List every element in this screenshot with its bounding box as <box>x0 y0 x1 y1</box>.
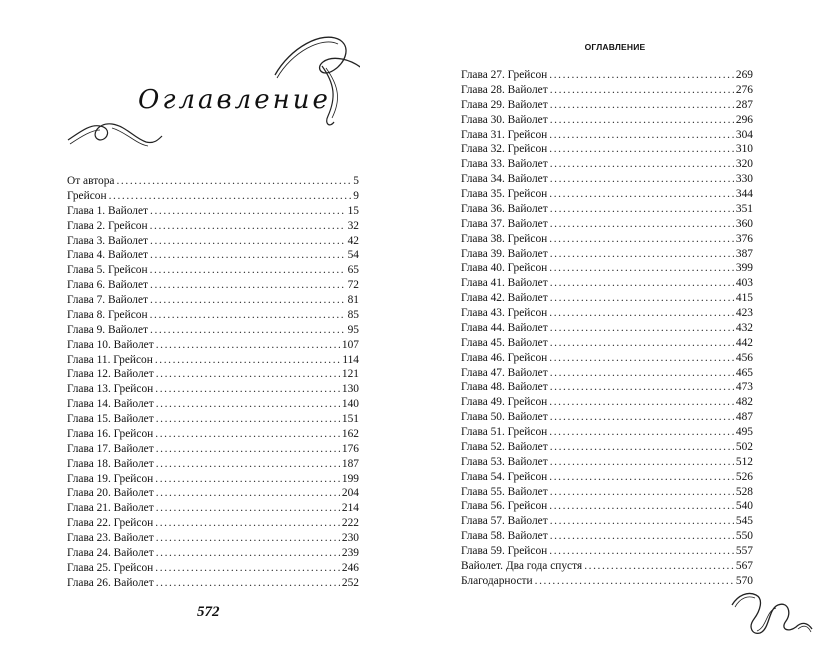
toc-entry-title: Глава 8. Грейсон <box>67 308 148 321</box>
toc-entry-title: Глава 43. Грейсон <box>461 307 548 319</box>
dot-leader <box>155 516 340 531</box>
toc-entry-title: Благодарности <box>461 574 533 587</box>
toc-entry-title: Глава 33. Вайолет <box>461 158 548 171</box>
dot-leader <box>550 321 734 336</box>
page-number: 572 <box>197 604 220 620</box>
toc-entry-page: 222 <box>341 517 359 530</box>
toc-entry-title: Глава 16. Грейсон <box>67 427 154 440</box>
toc-entry-page: 276 <box>735 83 753 96</box>
toc-entry-title: Глава 41. Вайолет <box>461 277 548 290</box>
toc-entry <box>67 397 359 412</box>
toc-list-left <box>67 174 359 591</box>
dot-leader <box>156 338 340 353</box>
toc-entry-page: 54 <box>347 249 359 262</box>
toc-entry-page: 526 <box>735 470 753 483</box>
dot-leader <box>550 410 734 425</box>
dot-leader <box>550 98 734 113</box>
toc-entry-page: 230 <box>341 532 359 544</box>
toc-entry-page: 85 <box>347 308 359 321</box>
dot-leader <box>549 395 734 410</box>
toc-entry-title: Глава 55. Вайолет <box>461 485 548 498</box>
dot-leader <box>549 68 734 83</box>
dot-leader <box>550 202 734 217</box>
toc-entry-title: Глава 45. Вайолет <box>461 336 548 349</box>
toc-entry-title: Глава 29. Вайолет <box>461 98 548 111</box>
dot-leader <box>150 263 346 278</box>
dot-leader <box>549 306 734 321</box>
toc-entry-title: Глава 11. Грейсон <box>67 353 153 366</box>
toc-entry-page: 107 <box>341 338 359 351</box>
dot-leader <box>549 142 734 157</box>
toc-entry <box>461 291 753 306</box>
ribbon-flourish-icon <box>730 583 816 648</box>
toc-entry-page: 376 <box>735 232 753 245</box>
toc-entry-title: Глава 58. Вайолет <box>461 530 548 543</box>
toc-entry <box>461 276 753 291</box>
toc-entry-title: Глава 50. Вайолет <box>461 411 548 424</box>
dot-leader <box>535 574 734 589</box>
toc-entry-title: Глава 54. Грейсон <box>461 470 548 483</box>
toc-entry-page: 423 <box>735 307 753 319</box>
toc-entry-page: 214 <box>341 502 359 515</box>
toc-entry-page: 114 <box>342 353 359 366</box>
toc-entry-title: Глава 32. Грейсон <box>461 143 548 156</box>
toc-entry-page: 304 <box>735 128 753 141</box>
toc-entry-title: Глава 22. Грейсон <box>67 517 154 530</box>
dot-leader <box>150 234 346 249</box>
dot-leader <box>550 291 734 306</box>
toc-entry <box>67 263 359 278</box>
toc-entry-page: 121 <box>341 368 359 381</box>
toc-entry-title: Глава 3. Вайолет <box>67 234 149 247</box>
toc-entry <box>67 457 359 472</box>
toc-entry-page: 399 <box>735 262 753 275</box>
toc-entry-title: Глава 12. Вайолет <box>67 368 154 381</box>
toc-entry-page: 239 <box>341 546 359 559</box>
toc-entry <box>461 247 753 262</box>
toc-entry-page: 95 <box>347 323 359 336</box>
toc-entry <box>67 234 359 249</box>
toc-entry <box>67 427 359 442</box>
toc-entry-title: Глава 35. Грейсон <box>461 188 548 200</box>
toc-entry-page: 252 <box>341 576 359 589</box>
toc-list-right <box>461 68 753 589</box>
toc-entry <box>461 574 753 589</box>
toc-entry <box>67 353 359 368</box>
toc-entry-page: 473 <box>735 381 753 394</box>
toc-entry-page: 176 <box>341 442 359 455</box>
dot-leader <box>150 293 346 308</box>
toc-entry <box>461 559 753 574</box>
toc-entry-title: Глава 59. Грейсон <box>461 545 548 557</box>
toc-entry-page: 296 <box>735 113 753 126</box>
toc-entry-page: 140 <box>341 398 359 411</box>
toc-entry <box>67 174 359 189</box>
dot-leader <box>549 351 734 366</box>
dot-leader <box>156 442 340 457</box>
toc-entry-title: Глава 49. Грейсон <box>461 396 548 409</box>
dot-leader <box>150 323 346 338</box>
ribbon-flourish-icon <box>60 28 360 168</box>
toc-entry-page: 545 <box>735 515 753 528</box>
toc-entry <box>461 455 753 470</box>
toc-entry <box>67 204 359 219</box>
toc-entry-title: Грейсон <box>67 189 107 202</box>
toc-entry <box>461 514 753 529</box>
toc-entry <box>67 486 359 501</box>
toc-entry-title: Глава 5. Грейсон <box>67 264 148 277</box>
toc-entry <box>461 351 753 366</box>
toc-entry <box>461 544 753 559</box>
toc-entry <box>67 293 359 308</box>
toc-heading <box>60 28 360 173</box>
toc-entry <box>461 68 753 83</box>
dot-leader <box>150 248 346 263</box>
toc-entry-title: Глава 56. Грейсон <box>461 500 548 513</box>
toc-entry-title: Глава 27. Грейсон <box>461 69 548 81</box>
toc-entry-title: Глава 25. Грейсон <box>67 561 154 574</box>
dot-leader <box>550 529 734 544</box>
toc-entry-title: Глава 13. Грейсон <box>67 383 154 396</box>
toc-entry-title: Глава 10. Вайолет <box>67 338 154 351</box>
toc-entry-page: 151 <box>341 413 359 425</box>
toc-entry-title: Глава 24. Вайолет <box>67 546 154 559</box>
toc-entry <box>461 529 753 544</box>
dot-leader <box>550 366 734 381</box>
toc-entry-page: 387 <box>735 247 753 260</box>
toc-entry <box>461 83 753 98</box>
toc-entry <box>67 308 359 323</box>
toc-entry <box>67 278 359 293</box>
dot-leader <box>155 353 341 368</box>
toc-entry-page: 495 <box>735 426 753 438</box>
toc-entry <box>461 499 753 514</box>
toc-entry-page: 15 <box>347 204 359 217</box>
toc-entry <box>461 336 753 351</box>
toc-entry-page: 42 <box>347 234 359 247</box>
toc-entry <box>461 425 753 440</box>
dot-leader <box>150 219 346 234</box>
dot-leader <box>109 189 352 204</box>
toc-entry-page: 403 <box>735 277 753 290</box>
toc-entry-title: Глава 52. Вайолет <box>461 440 548 453</box>
dot-leader <box>549 425 734 440</box>
dot-leader <box>550 157 734 172</box>
toc-entry-page: 528 <box>735 485 753 498</box>
toc-entry-title: Глава 20. Вайолет <box>67 487 154 500</box>
toc-entry <box>461 217 753 232</box>
dot-leader <box>550 172 734 187</box>
dot-leader <box>156 367 340 382</box>
toc-entry-title: Глава 40. Грейсон <box>461 262 548 275</box>
toc-entry-title: От автора <box>67 175 115 187</box>
toc-entry-title: Глава 1. Вайолет <box>67 204 149 217</box>
toc-entry-page: 310 <box>735 143 753 156</box>
toc-entry-page: 482 <box>735 396 753 409</box>
toc-entry <box>67 338 359 353</box>
toc-entry <box>67 501 359 516</box>
toc-entry-title: Глава 57. Вайолет <box>461 515 548 528</box>
toc-entry-title: Глава 26. Вайолет <box>67 576 154 589</box>
toc-entry-page: 570 <box>735 574 753 587</box>
dot-leader <box>156 501 340 516</box>
toc-entry <box>461 187 753 202</box>
toc-entry-title: Глава 21. Вайолет <box>67 502 154 515</box>
toc-entry <box>67 576 359 591</box>
dot-leader <box>549 232 734 247</box>
dot-leader <box>150 204 346 219</box>
dot-leader <box>549 499 734 514</box>
toc-entry-page: 550 <box>735 530 753 543</box>
dot-leader <box>550 276 734 291</box>
running-head: ОГЛАВЛЕНИЕ <box>584 42 646 52</box>
toc-entry <box>461 470 753 485</box>
toc-entry-title: Глава 4. Вайолет <box>67 249 149 262</box>
toc-entry-page: 567 <box>735 559 753 572</box>
toc-entry-page: 269 <box>735 69 753 81</box>
toc-entry-title: Глава 53. Вайолет <box>461 455 548 468</box>
toc-entry <box>461 98 753 113</box>
dot-leader <box>549 470 734 485</box>
toc-entry-page: 502 <box>735 440 753 453</box>
dot-leader <box>550 336 734 351</box>
dot-leader <box>155 472 340 487</box>
toc-entry-title: Глава 30. Вайолет <box>461 113 548 126</box>
toc-entry-page: 81 <box>347 294 359 306</box>
toc-entry-title: Глава 7. Вайолет <box>67 294 149 306</box>
right-page <box>410 0 820 662</box>
toc-entry-page: 465 <box>735 366 753 379</box>
toc-entry-page: 415 <box>735 292 753 305</box>
toc-entry <box>67 367 359 382</box>
dot-leader <box>550 113 734 128</box>
toc-entry <box>461 157 753 172</box>
toc-entry-title: Глава 18. Вайолет <box>67 457 154 470</box>
toc-entry <box>67 323 359 338</box>
toc-entry <box>67 531 359 546</box>
toc-entry-page: 246 <box>341 561 359 574</box>
toc-entry-title: Глава 44. Вайолет <box>461 321 548 334</box>
toc-entry-title: Глава 37. Вайолет <box>461 217 548 230</box>
toc-entry-title: Глава 19. Грейсон <box>67 472 154 485</box>
toc-entry <box>461 172 753 187</box>
toc-entry-title: Глава 47. Вайолет <box>461 366 548 379</box>
dot-leader <box>150 278 346 293</box>
toc-entry-page: 320 <box>735 158 753 171</box>
toc-entry-title: Глава 15. Вайолет <box>67 413 154 425</box>
dot-leader <box>155 561 340 576</box>
toc-entry-page: 9 <box>353 189 359 202</box>
dot-leader <box>550 455 734 470</box>
toc-entry-title: Глава 39. Вайолет <box>461 247 548 260</box>
toc-entry-title: Глава 34. Вайолет <box>461 173 548 186</box>
toc-entry <box>461 261 753 276</box>
toc-entry <box>67 219 359 234</box>
toc-entry-title: Глава 14. Вайолет <box>67 398 154 411</box>
dot-leader <box>156 546 340 561</box>
toc-entry <box>461 202 753 217</box>
toc-entry-page: 351 <box>735 202 753 215</box>
toc-entry-page: 187 <box>341 457 359 470</box>
dot-leader <box>584 559 734 574</box>
dot-leader <box>156 457 340 472</box>
dot-leader <box>549 187 734 202</box>
toc-entry-title: Глава 28. Вайолет <box>461 83 548 96</box>
dot-leader <box>156 576 340 591</box>
toc-entry <box>461 113 753 128</box>
toc-entry-page: 72 <box>347 279 359 292</box>
toc-entry <box>461 410 753 425</box>
toc-entry-page: 344 <box>735 188 753 200</box>
dot-leader <box>156 531 340 546</box>
toc-entry <box>67 546 359 561</box>
toc-entry-title: Вайолет. Два года спустя <box>461 559 583 572</box>
dot-leader <box>550 440 734 455</box>
toc-entry <box>67 472 359 487</box>
toc-entry <box>461 440 753 455</box>
toc-entry-title: Глава 31. Грейсон <box>461 128 548 141</box>
toc-entry-title: Глава 42. Вайолет <box>461 292 548 305</box>
dot-leader <box>550 247 734 262</box>
toc-entry <box>461 485 753 500</box>
toc-entry <box>67 561 359 576</box>
dot-leader <box>155 382 340 397</box>
toc-entry <box>461 142 753 157</box>
dot-leader <box>550 217 734 232</box>
dot-leader <box>550 485 734 500</box>
toc-entry <box>67 248 359 263</box>
dot-leader <box>549 544 734 559</box>
dot-leader <box>116 174 351 189</box>
toc-entry-page: 65 <box>347 264 359 277</box>
toc-entry-title: Глава 46. Грейсон <box>461 351 548 364</box>
toc-entry-title: Глава 23. Вайолет <box>67 532 154 544</box>
toc-entry-page: 330 <box>735 173 753 186</box>
toc-entry <box>461 128 753 143</box>
toc-entry-page: 512 <box>735 455 753 468</box>
toc-entry-page: 442 <box>735 336 753 349</box>
toc-entry-page: 287 <box>735 98 753 111</box>
toc-entry <box>461 380 753 395</box>
dot-leader <box>150 308 346 323</box>
toc-entry-page: 199 <box>341 472 359 485</box>
toc-entry-page: 360 <box>735 217 753 230</box>
toc-entry <box>67 442 359 457</box>
dot-leader <box>549 261 734 276</box>
toc-entry-title: Глава 17. Вайолет <box>67 442 154 455</box>
dot-leader <box>549 128 734 143</box>
toc-entry <box>461 395 753 410</box>
dot-leader <box>156 412 340 427</box>
toc-entry <box>67 412 359 427</box>
dot-leader <box>156 397 340 412</box>
toc-entry-page: 456 <box>735 351 753 364</box>
toc-heading-text: Оглавление <box>138 85 331 115</box>
toc-entry <box>67 189 359 204</box>
toc-entry-page: 540 <box>735 500 753 513</box>
toc-entry-page: 487 <box>735 411 753 424</box>
dot-leader <box>550 514 734 529</box>
toc-entry-title: Глава 38. Грейсон <box>461 232 548 245</box>
toc-entry-title: Глава 2. Грейсон <box>67 219 148 232</box>
toc-entry <box>67 516 359 531</box>
toc-entry-title: Глава 6. Вайолет <box>67 279 149 292</box>
dot-leader <box>155 427 340 442</box>
dot-leader <box>550 380 734 395</box>
dot-leader <box>156 486 340 501</box>
toc-entry-page: 162 <box>341 427 359 440</box>
toc-entry <box>461 232 753 247</box>
toc-entry <box>67 382 359 397</box>
toc-entry <box>461 321 753 336</box>
toc-entry-title: Глава 51. Грейсон <box>461 426 548 438</box>
toc-entry-title: Глава 9. Вайолет <box>67 323 149 336</box>
toc-entry-page: 432 <box>735 321 753 334</box>
toc-entry-title: Глава 48. Вайолет <box>461 381 548 394</box>
toc-entry-page: 130 <box>341 383 359 396</box>
toc-entry-title: Глава 36. Вайолет <box>461 202 548 215</box>
toc-entry <box>461 366 753 381</box>
dot-leader <box>550 83 734 98</box>
toc-entry <box>461 306 753 321</box>
toc-entry-page: 557 <box>735 545 753 557</box>
toc-entry-page: 32 <box>347 219 359 232</box>
toc-entry-page: 204 <box>341 487 359 500</box>
toc-entry-page: 5 <box>353 175 359 187</box>
